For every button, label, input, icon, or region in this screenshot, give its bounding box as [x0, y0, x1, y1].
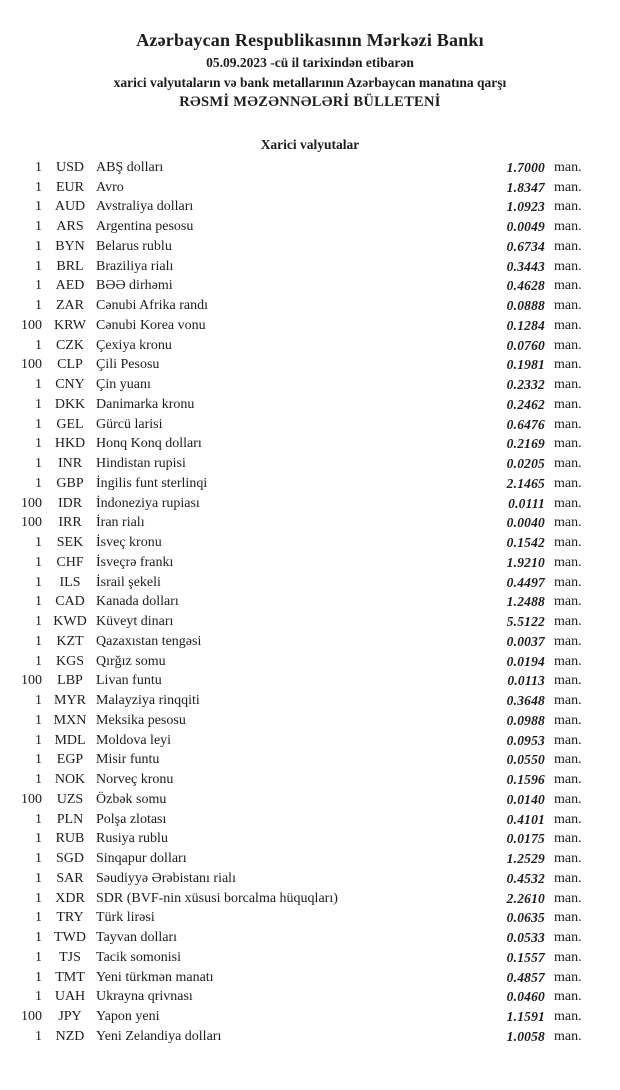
row-currency-code: SGD [55, 851, 84, 867]
row-currency-name: Yapon yeni [96, 1009, 160, 1025]
row-currency-code: MXN [53, 712, 87, 728]
row-currency-name: Malayziya rinqqiti [96, 693, 200, 709]
table-row [0, 632, 600, 652]
row-currency-name: İngilis funt sterlinqi [96, 475, 208, 491]
row-currency-code: AUD [54, 199, 86, 215]
table-row [0, 336, 600, 356]
row-quantity: 100 [21, 1009, 42, 1025]
row-rate-value: 0.0205 [506, 456, 545, 472]
row-quantity: 1 [35, 653, 42, 669]
row-quantity: 1 [35, 633, 42, 649]
row-rate-value: 0.2332 [506, 377, 545, 393]
row-unit-label: man. [554, 396, 582, 412]
row-currency-name: İndoneziya rupiası [96, 495, 200, 511]
row-currency-code: LBP [57, 673, 83, 689]
row-currency-code: XDR [55, 890, 85, 906]
row-unit-label: man. [554, 377, 582, 393]
row-currency-name: Səudiyyə Ərəbistanı rialı [96, 870, 236, 886]
row-currency-code: ARS [56, 219, 84, 235]
row-unit-label: man. [554, 791, 582, 807]
row-unit-label: man. [554, 159, 582, 175]
row-currency-name: Rusiya rublu [96, 831, 168, 847]
row-rate-value: 0.1981 [506, 357, 545, 373]
row-unit-label: man. [554, 1028, 582, 1044]
row-rate-value: 0.3443 [506, 258, 545, 274]
row-rate-value: 1.2529 [506, 851, 545, 867]
row-quantity: 1 [35, 693, 42, 709]
row-currency-code: MDL [54, 732, 86, 748]
row-unit-label: man. [554, 732, 582, 748]
row-rate-value: 0.0760 [506, 337, 545, 353]
row-unit-label: man. [554, 594, 582, 610]
table-row [0, 988, 600, 1008]
row-quantity: 1 [35, 199, 42, 215]
table-row [0, 770, 600, 790]
row-unit-label: man. [554, 831, 582, 847]
row-quantity: 1 [35, 554, 42, 570]
row-currency-code: RUB [55, 831, 85, 847]
row-unit-label: man. [554, 357, 582, 373]
row-unit-label: man. [554, 475, 582, 491]
row-quantity: 1 [35, 969, 42, 985]
row-quantity: 1 [35, 159, 42, 175]
row-quantity: 1 [35, 475, 42, 491]
row-rate-value: 1.1591 [506, 1009, 545, 1025]
row-quantity: 1 [35, 416, 42, 432]
table-row [0, 612, 600, 632]
row-rate-value: 0.4497 [506, 574, 545, 590]
row-currency-name: Qırğız somu [96, 653, 166, 669]
table-row [0, 928, 600, 948]
row-unit-label: man. [554, 693, 582, 709]
row-currency-name: Çin yuanı [96, 377, 151, 393]
row-currency-code: INR [57, 456, 83, 472]
row-currency-name: Polşa zlotası [96, 811, 167, 827]
row-unit-label: man. [554, 416, 582, 432]
row-rate-value: 0.0113 [507, 673, 545, 689]
row-unit-label: man. [554, 179, 582, 195]
row-rate-value: 0.0550 [506, 752, 545, 768]
row-unit-label: man. [554, 219, 582, 235]
row-rate-value: 0.0888 [506, 298, 545, 314]
row-currency-code: TMT [55, 969, 85, 985]
row-quantity: 1 [35, 831, 42, 847]
row-currency-name: Moldova leyi [96, 732, 172, 748]
row-currency-code: KZT [56, 633, 84, 649]
row-quantity: 1 [35, 890, 42, 906]
table-row [0, 889, 600, 909]
table-row [0, 869, 600, 889]
table-row [0, 672, 600, 692]
row-quantity: 1 [35, 238, 42, 254]
row-quantity: 1 [35, 811, 42, 827]
row-rate-value: 0.0988 [506, 712, 545, 728]
row-rate-value: 0.0635 [506, 910, 545, 926]
row-currency-code: ILS [59, 574, 81, 590]
row-currency-code: EGP [56, 752, 84, 768]
row-unit-label: man. [554, 752, 582, 768]
row-quantity: 1 [35, 574, 42, 590]
row-rate-value: 0.1542 [506, 535, 545, 551]
table-row [0, 691, 600, 711]
table-row [0, 711, 600, 731]
row-currency-code: AED [55, 278, 85, 294]
row-quantity: 1 [35, 278, 42, 294]
row-currency-name: Honq Konq dolları [96, 436, 202, 452]
row-quantity: 1 [35, 219, 42, 235]
row-unit-label: man. [554, 614, 582, 630]
row-rate-value: 1.8347 [506, 179, 545, 195]
row-currency-code: ZAR [56, 298, 84, 314]
table-row [0, 810, 600, 830]
row-currency-name: Kanada dolları [96, 594, 179, 610]
row-currency-code: TJS [59, 949, 81, 965]
row-quantity: 1 [35, 1028, 42, 1044]
row-rate-value: 0.3648 [506, 693, 545, 709]
row-currency-name: Çili Pesosu [96, 357, 160, 373]
row-currency-code: BRL [56, 258, 84, 274]
row-rate-value: 0.0140 [506, 791, 545, 807]
row-unit-label: man. [554, 910, 582, 926]
row-currency-name: Özbək somu [96, 791, 167, 807]
row-currency-code: TWD [54, 930, 86, 946]
row-currency-code: TRY [56, 910, 84, 926]
row-quantity: 1 [35, 436, 42, 452]
table-row [0, 652, 600, 672]
row-unit-label: man. [554, 1009, 582, 1025]
row-currency-code: GBP [56, 475, 84, 491]
row-unit-label: man. [554, 278, 582, 294]
table-row [0, 533, 600, 553]
row-quantity: 1 [35, 910, 42, 926]
row-rate-value: 0.0037 [506, 633, 545, 649]
table-row [0, 1027, 600, 1047]
row-unit-label: man. [554, 673, 582, 689]
row-currency-name: Ukrayna qrivnası [96, 989, 193, 1005]
row-currency-name: Belarus rublu [96, 238, 172, 254]
table-row [0, 316, 600, 336]
row-unit-label: man. [554, 554, 582, 570]
row-rate-value: 0.0175 [506, 831, 545, 847]
row-currency-code: DKK [54, 396, 86, 412]
row-currency-code: UZS [56, 791, 84, 807]
row-quantity: 1 [35, 298, 42, 314]
row-currency-name: İsveçrə frankı [96, 554, 174, 570]
row-rate-value: 0.4857 [506, 969, 545, 985]
row-currency-name: Livan funtu [96, 673, 162, 689]
row-currency-name: Qazaxıstan tengəsi [96, 633, 202, 649]
row-quantity: 1 [35, 535, 42, 551]
row-rate-value: 0.0194 [506, 653, 545, 669]
row-currency-code: NOK [54, 772, 86, 788]
row-quantity: 100 [21, 791, 42, 807]
table-row [0, 178, 600, 198]
table-row [0, 514, 600, 534]
row-rate-value: 0.0460 [506, 989, 545, 1005]
table-row [0, 356, 600, 376]
row-currency-code: CAD [55, 594, 85, 610]
row-quantity: 100 [21, 317, 42, 333]
row-quantity: 1 [35, 258, 42, 274]
effective-date-line: 05.09.2023 -cü il tarixindən etibarən [206, 55, 414, 70]
row-unit-label: man. [554, 199, 582, 215]
row-rate-value: 0.1557 [506, 949, 545, 965]
table-row [0, 553, 600, 573]
table-row [0, 948, 600, 968]
row-currency-name: Çexiya kronu [96, 337, 172, 353]
row-currency-code: KWD [53, 614, 87, 630]
row-unit-label: man. [554, 298, 582, 314]
row-currency-name: Türk lirəsi [96, 910, 155, 926]
row-rate-value: 0.0111 [508, 495, 545, 511]
row-unit-label: man. [554, 772, 582, 788]
table-row [0, 158, 600, 178]
row-currency-name: BƏƏ dirhəmi [96, 278, 173, 294]
row-unit-label: man. [554, 337, 582, 353]
row-rate-value: 0.2462 [506, 396, 545, 412]
row-currency-code: CLP [57, 357, 83, 373]
row-currency-code: SAR [56, 870, 84, 886]
row-unit-label: man. [554, 969, 582, 985]
table-row [0, 375, 600, 395]
row-currency-code: IDR [57, 495, 83, 511]
row-unit-label: man. [554, 890, 582, 906]
row-quantity: 1 [35, 594, 42, 610]
row-currency-code: HKD [54, 436, 86, 452]
row-rate-value: 0.2169 [506, 436, 545, 452]
row-unit-label: man. [554, 515, 582, 531]
row-currency-name: Misir funtu [96, 752, 160, 768]
row-rate-value: 0.1596 [506, 772, 545, 788]
row-currency-code: CNY [55, 377, 85, 393]
row-unit-label: man. [554, 258, 582, 274]
row-unit-label: man. [554, 495, 582, 511]
row-currency-name: SDR (BVF-nin xüsusi borcalma hüquqları) [96, 890, 338, 906]
section-title-foreign-currencies: Xarici valyutalar [260, 137, 360, 152]
table-row [0, 435, 600, 455]
row-quantity: 1 [35, 396, 42, 412]
row-quantity: 100 [21, 495, 42, 511]
table-row [0, 415, 600, 435]
bulletin-subtitle: xarici valyutaların və bank metallarının Azərbaycan manatına qarşı [113, 75, 507, 90]
row-rate-value: 0.0533 [506, 930, 545, 946]
row-unit-label: man. [554, 851, 582, 867]
row-currency-code: BYN [55, 238, 85, 254]
row-rate-value: 0.4532 [506, 870, 545, 886]
row-quantity: 1 [35, 456, 42, 472]
row-unit-label: man. [554, 633, 582, 649]
row-quantity: 1 [35, 614, 42, 630]
table-row [0, 474, 600, 494]
row-currency-name: Sinqapur dolları [96, 851, 187, 867]
row-rate-value: 1.0058 [506, 1028, 545, 1044]
row-currency-name: Avro [96, 179, 124, 195]
table-row [0, 237, 600, 257]
row-currency-code: UAH [54, 989, 86, 1005]
row-currency-name: Meksika pesosu [96, 712, 186, 728]
row-unit-label: man. [554, 317, 582, 333]
row-quantity: 1 [35, 337, 42, 353]
row-unit-label: man. [554, 949, 582, 965]
row-currency-code: EUR [56, 179, 84, 195]
bank-name-title: Azərbaycan Respublikasının Mərkəzi Bankı [136, 30, 484, 50]
table-row [0, 751, 600, 771]
row-unit-label: man. [554, 989, 582, 1005]
row-currency-name: Avstraliya dolları [96, 199, 194, 215]
row-rate-value: 1.0923 [506, 199, 545, 215]
row-rate-value: 0.6476 [506, 416, 545, 432]
row-unit-label: man. [554, 653, 582, 669]
table-row [0, 217, 600, 237]
row-currency-code: JPY [58, 1009, 82, 1025]
row-quantity: 1 [35, 732, 42, 748]
row-currency-code: KGS [55, 653, 84, 669]
row-currency-name: İsrail şekeli [96, 574, 161, 590]
table-row [0, 198, 600, 218]
row-rate-value: 2.1465 [506, 475, 545, 491]
row-currency-code: NZD [55, 1028, 85, 1044]
table-row [0, 593, 600, 613]
row-unit-label: man. [554, 870, 582, 886]
row-rate-value: 1.9210 [506, 554, 545, 570]
row-unit-label: man. [554, 535, 582, 551]
row-currency-name: Küveyt dinarı [96, 614, 174, 630]
row-currency-name: Yeni Zelandiya dolları [96, 1028, 222, 1044]
row-currency-name: Cənubi Afrika randı [96, 298, 208, 314]
table-row [0, 1007, 600, 1027]
bulletin-title: RƏSMİ MƏZƏNNƏLƏRİ BÜLLETENİ [179, 94, 441, 110]
row-quantity: 1 [35, 377, 42, 393]
row-rate-value: 1.2488 [506, 594, 545, 610]
row-currency-name: Cənubi Korea vonu [96, 317, 206, 333]
row-rate-value: 0.0953 [506, 732, 545, 748]
table-row [0, 968, 600, 988]
row-currency-code: SEK [56, 535, 84, 551]
table-row [0, 296, 600, 316]
row-quantity: 100 [21, 673, 42, 689]
row-currency-name: Norveç kronu [96, 772, 174, 788]
row-unit-label: man. [554, 811, 582, 827]
row-rate-value: 1.7000 [506, 159, 545, 175]
table-row [0, 830, 600, 850]
table-row [0, 909, 600, 929]
row-currency-name: Gürcü larisi [96, 416, 163, 432]
row-rate-value: 5.5122 [506, 614, 545, 630]
document-header [0, 0, 620, 111]
row-quantity: 1 [35, 989, 42, 1005]
row-quantity: 1 [35, 752, 42, 768]
row-currency-name: Yeni türkmən manatı [96, 969, 214, 985]
table-row [0, 494, 600, 514]
row-unit-label: man. [554, 436, 582, 452]
row-quantity: 1 [35, 870, 42, 886]
row-unit-label: man. [554, 930, 582, 946]
row-rate-value: 0.0040 [506, 515, 545, 531]
row-unit-label: man. [554, 456, 582, 472]
table-row [0, 395, 600, 415]
row-quantity: 100 [21, 515, 42, 531]
table-row [0, 454, 600, 474]
table-row [0, 849, 600, 869]
table-row [0, 277, 600, 297]
row-unit-label: man. [554, 238, 582, 254]
row-rate-value: 0.4101 [506, 811, 545, 827]
row-currency-name: Danimarka kronu [96, 396, 195, 412]
row-rate-value: 0.1284 [506, 317, 545, 333]
row-rate-value: 0.4628 [506, 278, 545, 294]
row-quantity: 1 [35, 179, 42, 195]
row-rate-value: 0.6734 [506, 238, 545, 254]
row-rate-value: 2.2610 [506, 890, 545, 906]
row-currency-name: Braziliya rialı [96, 258, 174, 274]
row-currency-code: PLN [56, 811, 84, 827]
row-currency-code: GEL [56, 416, 84, 432]
row-currency-name: Hindistan rupisi [96, 456, 186, 472]
row-currency-name: İsveç kronu [96, 535, 162, 551]
row-currency-name: İran rialı [96, 515, 145, 531]
row-currency-name: Argentina pesosu [96, 219, 194, 235]
table-row [0, 790, 600, 810]
row-quantity: 100 [21, 357, 42, 373]
row-currency-code: CZK [56, 337, 84, 353]
row-quantity: 1 [35, 772, 42, 788]
row-currency-code: USD [55, 159, 84, 175]
row-currency-code: MYR [54, 693, 86, 709]
row-currency-code: KRW [54, 317, 86, 333]
row-quantity: 1 [35, 949, 42, 965]
table-row [0, 573, 600, 593]
table-row [0, 731, 600, 751]
row-currency-name: ABŞ dolları [96, 159, 164, 175]
row-currency-name: Tacik somonisi [96, 949, 181, 965]
row-quantity: 1 [35, 851, 42, 867]
row-currency-name: Tayvan dolları [96, 930, 178, 946]
table-row [0, 257, 600, 277]
row-unit-label: man. [554, 712, 582, 728]
row-rate-value: 0.0049 [506, 219, 545, 235]
rates-table-body [0, 158, 600, 1047]
row-quantity: 1 [35, 712, 42, 728]
row-unit-label: man. [554, 574, 582, 590]
row-currency-code: IRR [58, 515, 82, 531]
row-quantity: 1 [35, 930, 42, 946]
row-currency-code: CHF [56, 554, 84, 570]
